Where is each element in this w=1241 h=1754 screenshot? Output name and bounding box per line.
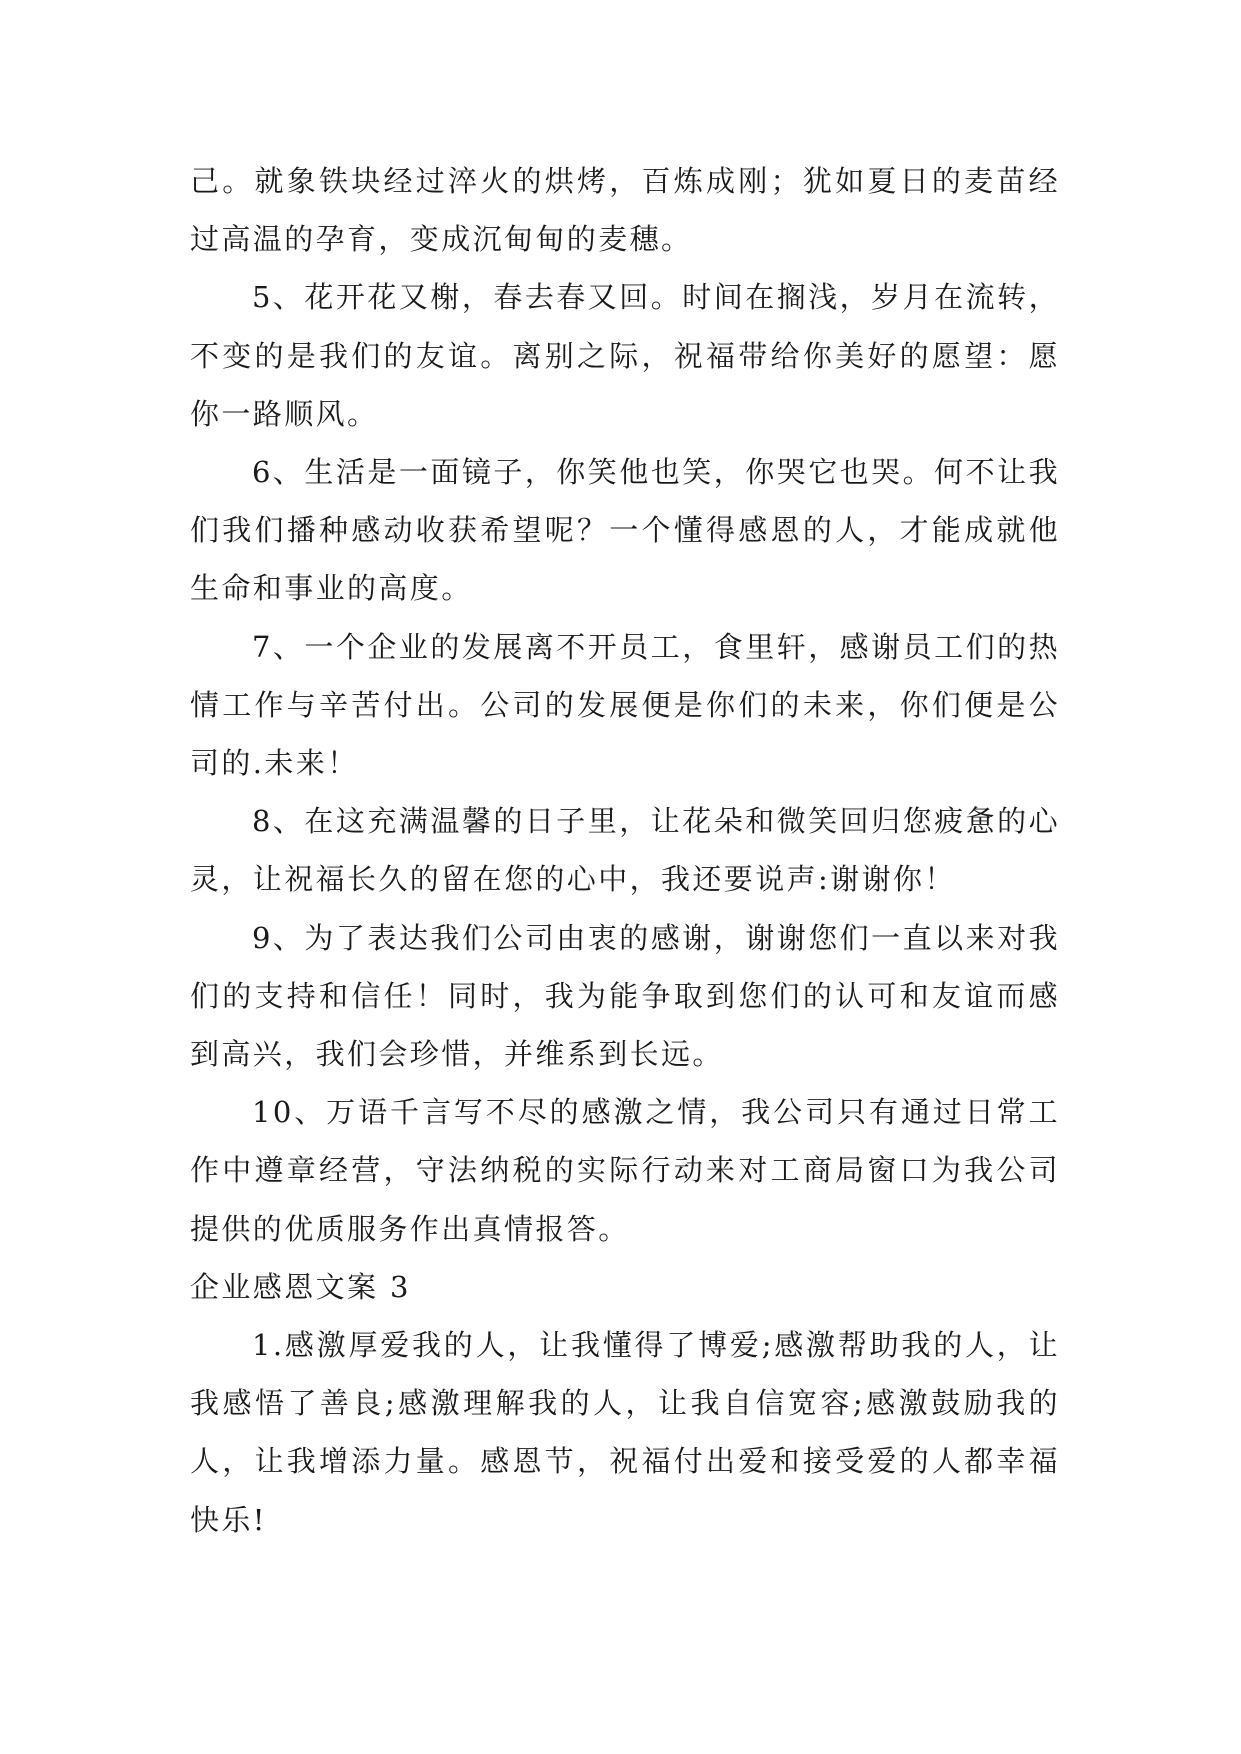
paragraph-item-10: 10、万语千言写不尽的感激之情，我公司只有通过日常工作中遵章经营，守法纳税的实际行动来对工商局窗口为我公司提供的优质服务作出真情报答。 [190, 1095, 1060, 1246]
paragraph-item-5: 5、花开花又榭，春去春又回。时间在搁浅，岁月在流转，不变的是我们的友谊。离别之际，祝福带给你美好的愿望：愿你一路顺风。 [190, 280, 1060, 431]
paragraph-continued: 己。就象铁块经过淬火的烘烤，百炼成刚；犹如夏日的麦苗经过高温的孕育，变成沉甸甸的麦穗。 [190, 164, 1060, 257]
section-heading: 企业感恩文案 3 [190, 1269, 411, 1304]
paragraph-item-6: 6、生活是一面镜子，你笑他也笑，你哭它也哭。何不让我们我们播种感动收获希望呢？一个懂得感恩的人，才能成就他生命和事业的高度。 [190, 455, 1060, 606]
paragraph-item-8: 8、在这充满温馨的日子里，让花朵和微笑回归您疲惫的心灵，让祝福长久的留在您的心中，我还要说声:谢谢你！ [190, 804, 1060, 897]
paragraph-section3-item-1: 1.感激厚爱我的人，让我懂得了博爱;感激帮助我的人，让我感悟了善良;感激理解我的人，让我自信宽容;感激鼓励我的人，让我增添力量。感恩节，祝福付出爱和接受爱的人都幸福快乐! [190, 1328, 1060, 1537]
paragraph-item-7: 7、一个企业的发展离不开员工，食里轩，感谢员工们的热情工作与辛苦付出。公司的发展便是你们的未来，你们便是公司的.未来！ [190, 629, 1060, 781]
paragraph-item-9: 9、为了表达我们公司由衷的感谢，谢谢您们一直以来对我们的支持和信任！同时，我为能争取到您们的认可和友谊而感到高兴，我们会珍惜，并维系到长远。 [190, 920, 1060, 1072]
document-body [190, 152, 1060, 1549]
